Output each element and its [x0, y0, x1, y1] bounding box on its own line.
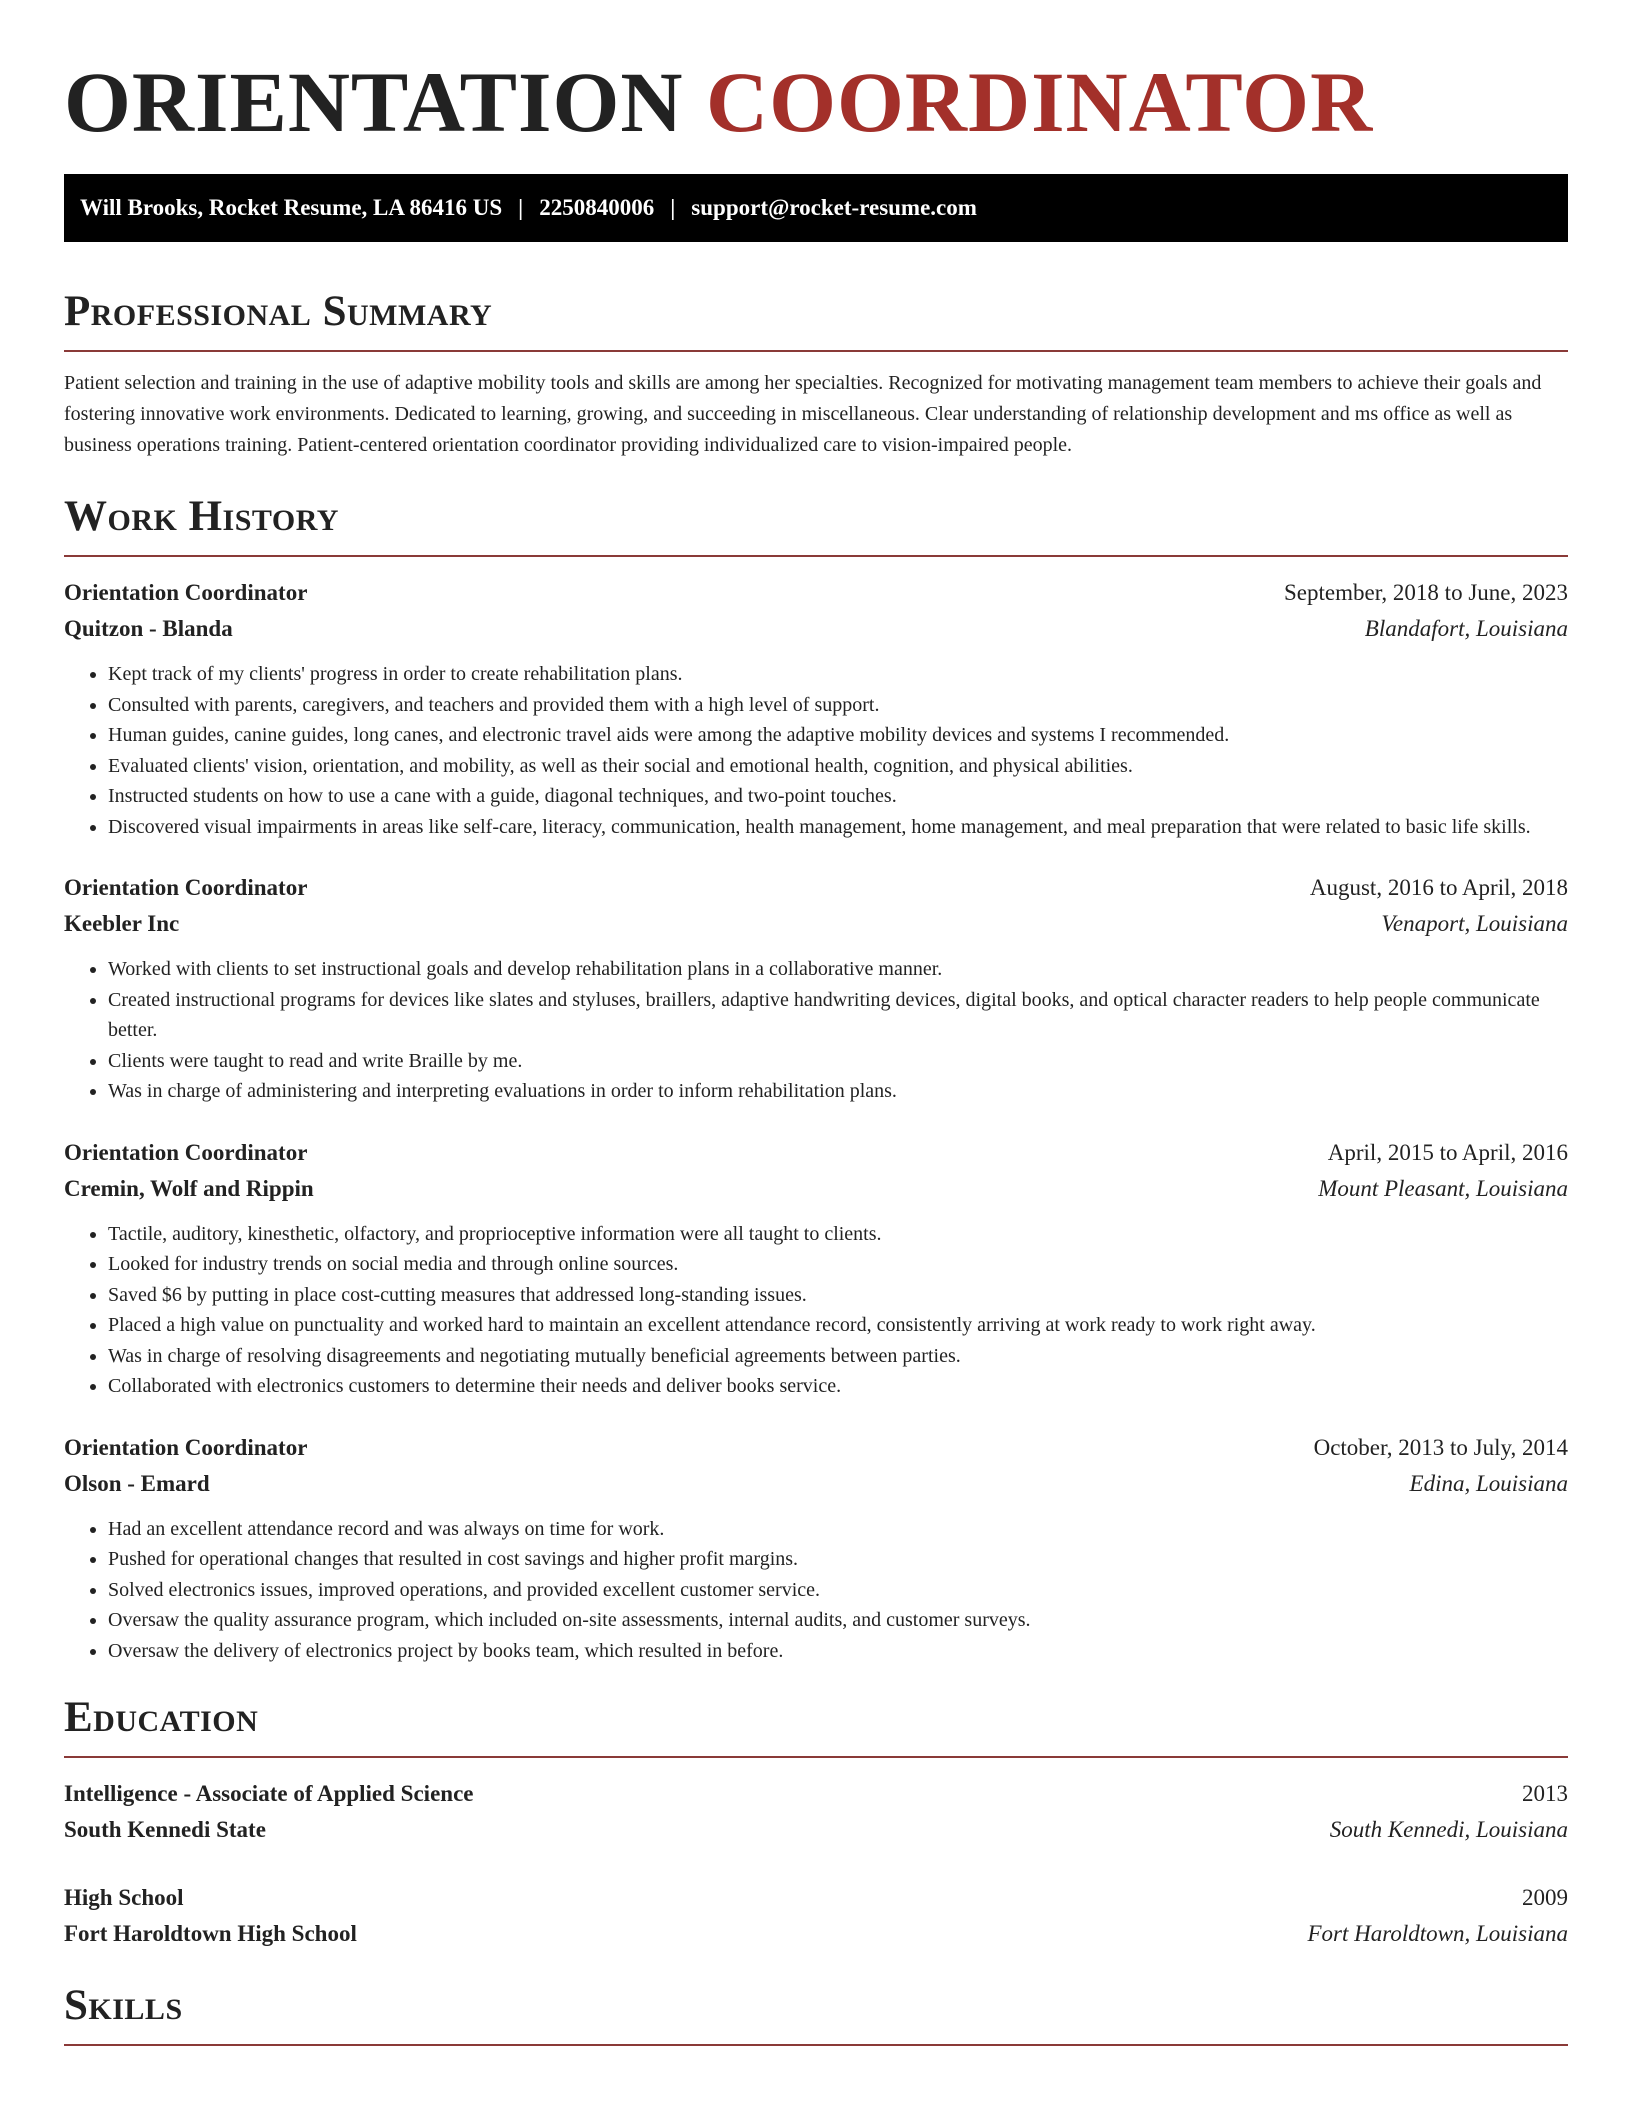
- title-accent: COORDINATOR: [705, 54, 1374, 150]
- education-degree: High School: [64, 1885, 184, 1910]
- job-bullet: • Instructed students on how to use a cane with a guide, diagonal techniques, and two-point touches.: [108, 781, 1568, 812]
- contact-separator: |: [518, 195, 524, 220]
- job-company-row: [64, 906, 1568, 942]
- work-history-heading: Work History: [64, 493, 339, 540]
- summary-text: Patient selection and training in the use of adaptive mobility tools and skills are among her specialties. Recognized for motivating management team members to achieve their goals and fostering innovative work environments. Dedicated to learning, growing, and succeeding in miscellaneous. Clear understanding of relationship development and ms office as well as business operations training. Patient-centered orientation coordinator providing individualized care to vision-impaired people.: [64, 372, 1542, 456]
- job-bullets: [64, 1219, 1568, 1402]
- summary-section: [64, 286, 1568, 461]
- job-company: Keebler Inc: [64, 911, 180, 936]
- job-bullets: [64, 954, 1568, 1107]
- education-school-row: [64, 1812, 1568, 1848]
- job-title: Orientation Coordinator: [64, 1434, 308, 1460]
- job-bullet: • Was in charge of resolving disagreements and negotiating mutually beneficial agreements between parties.: [108, 1341, 1568, 1372]
- job-entry: [64, 870, 1568, 1107]
- job-dates: August, 2016 to April, 2018: [1309, 875, 1568, 900]
- job-location: Edina, Louisiana: [1409, 1470, 1568, 1496]
- contact-address: Will Brooks, Rocket Resume, LA 86416 US: [80, 195, 503, 220]
- job-company: Olson - Emard: [64, 1470, 210, 1496]
- job-header-row: [64, 1135, 1568, 1171]
- section-divider: [64, 350, 1568, 352]
- education-degree-row: [64, 1776, 1568, 1812]
- job-bullet: • Evaluated clients' vision, orientation, and mobility, as well as their social and emotional health, cognition, and physical abilities.: [108, 751, 1568, 782]
- job-title: Orientation Coordinator: [64, 580, 308, 605]
- skills-heading: Skills: [64, 1982, 183, 2029]
- education-year: 2013: [1522, 1781, 1568, 1806]
- job-bullet: • Kept track of my clients' progress in order to create rehabilitation plans.: [108, 659, 1568, 690]
- job-company: Cremin, Wolf and Rippin: [64, 1175, 314, 1201]
- education-school: South Kennedi State: [64, 1817, 266, 1842]
- job-bullet: • Solved electronics issues, improved operations, and provided excellent customer service.: [108, 1575, 1568, 1606]
- job-title: Orientation Coordinator: [64, 1139, 308, 1165]
- job-bullet: • Oversaw the quality assurance program, which included on-site assessments, internal audits, and customer surveys.: [108, 1605, 1568, 1636]
- job-header-row: [64, 575, 1568, 611]
- education-location: Fort Haroldtown, Louisiana: [1307, 1921, 1568, 1946]
- skills-section: [64, 1980, 1568, 2046]
- education-section: [64, 1692, 1568, 1952]
- education-degree: Intelligence - Associate of Applied Science: [64, 1781, 474, 1806]
- job-header-row: [64, 1430, 1568, 1466]
- section-divider: [64, 555, 1568, 557]
- job-bullets: [64, 1514, 1568, 1667]
- contact-separator: |: [670, 195, 676, 220]
- job-bullet: • Discovered visual impairments in areas like self-care, literacy, communication, health management, home management, and meal preparation that were related to basic life skills.: [108, 812, 1568, 843]
- job-entry: [64, 1135, 1568, 1402]
- job-bullet: • Clients were taught to read and write Braille by me.: [108, 1046, 1568, 1077]
- education-degree-row: [64, 1880, 1568, 1916]
- job-company-row: [64, 1466, 1568, 1502]
- job-header-row: [64, 870, 1568, 906]
- job-bullet: • Saved $6 by putting in place cost-cutting measures that addressed long-standing issues.: [108, 1280, 1568, 1311]
- job-dates: September, 2018 to June, 2023: [1284, 580, 1568, 605]
- job-location: Blandafort, Louisiana: [1364, 616, 1568, 641]
- contact-phone: 2250840006: [539, 195, 655, 220]
- job-title: Orientation Coordinator: [64, 875, 308, 900]
- job-entry: [64, 575, 1568, 842]
- job-entry: [64, 1430, 1568, 1667]
- contact-bar: [64, 174, 1568, 242]
- job-bullet: • Had an excellent attendance record and was always on time for work.: [108, 1514, 1568, 1545]
- job-bullet: • Human guides, canine guides, long canes, and electronic travel aids were among the adaptive mobility devices and systems I recommended.: [108, 720, 1568, 751]
- education-entry: [64, 1776, 1568, 1848]
- contact-email: support@rocket-resume.com: [691, 195, 977, 220]
- job-location: Mount Pleasant, Louisiana: [1318, 1175, 1568, 1201]
- education-school-row: [64, 1916, 1568, 1952]
- job-company: Quitzon - Blanda: [64, 616, 233, 641]
- resume-title: [64, 0, 1568, 152]
- section-divider: [64, 1756, 1568, 1758]
- section-divider: [64, 2044, 1568, 2046]
- title-primary: ORIENTATION: [64, 54, 684, 150]
- job-bullet: • Worked with clients to set instructional goals and develop rehabilitation plans in a collaborative manner.: [108, 954, 1568, 985]
- job-bullet: • Oversaw the delivery of electronics project by books team, which resulted in before.: [108, 1636, 1568, 1667]
- job-company-row: [64, 1171, 1568, 1207]
- education-heading: Education: [64, 1694, 259, 1741]
- summary-heading: Professional Summary: [64, 288, 493, 335]
- education-location: South Kennedi, Louisiana: [1329, 1817, 1568, 1842]
- job-bullet: • Placed a high value on punctuality and worked hard to maintain an excellent attendance record, consistently arriving at work ready to work right away.: [108, 1310, 1568, 1341]
- work-history-section: [64, 491, 1568, 1666]
- job-bullet: • Tactile, auditory, kinesthetic, olfactory, and proprioceptive information were all taught to clients.: [108, 1219, 1568, 1250]
- resume-content: [64, 0, 1568, 2046]
- job-bullet: • Created instructional programs for devices like slates and styluses, braillers, adaptive handwriting devices, digital books, and optical character readers to help people communicate better.: [108, 985, 1568, 1046]
- job-bullet: • Collaborated with electronics customers to determine their needs and deliver books service.: [108, 1371, 1568, 1402]
- job-bullet: • Consulted with parents, caregivers, and teachers and provided them with a high level of support.: [108, 690, 1568, 721]
- job-dates: October, 2013 to July, 2014: [1313, 1434, 1568, 1460]
- job-location: Venaport, Louisiana: [1381, 911, 1568, 936]
- job-company-row: [64, 611, 1568, 647]
- job-bullet: • Was in charge of administering and interpreting evaluations in order to inform rehabilitation plans.: [108, 1076, 1568, 1107]
- education-school: Fort Haroldtown High School: [64, 1921, 357, 1946]
- job-dates: April, 2015 to April, 2016: [1327, 1139, 1568, 1165]
- job-bullet: • Pushed for operational changes that resulted in cost savings and higher profit margins.: [108, 1544, 1568, 1575]
- education-entry: [64, 1880, 1568, 1952]
- job-bullet: • Looked for industry trends on social media and through online sources.: [108, 1249, 1568, 1280]
- education-year: 2009: [1522, 1885, 1568, 1910]
- job-bullets: [64, 659, 1568, 842]
